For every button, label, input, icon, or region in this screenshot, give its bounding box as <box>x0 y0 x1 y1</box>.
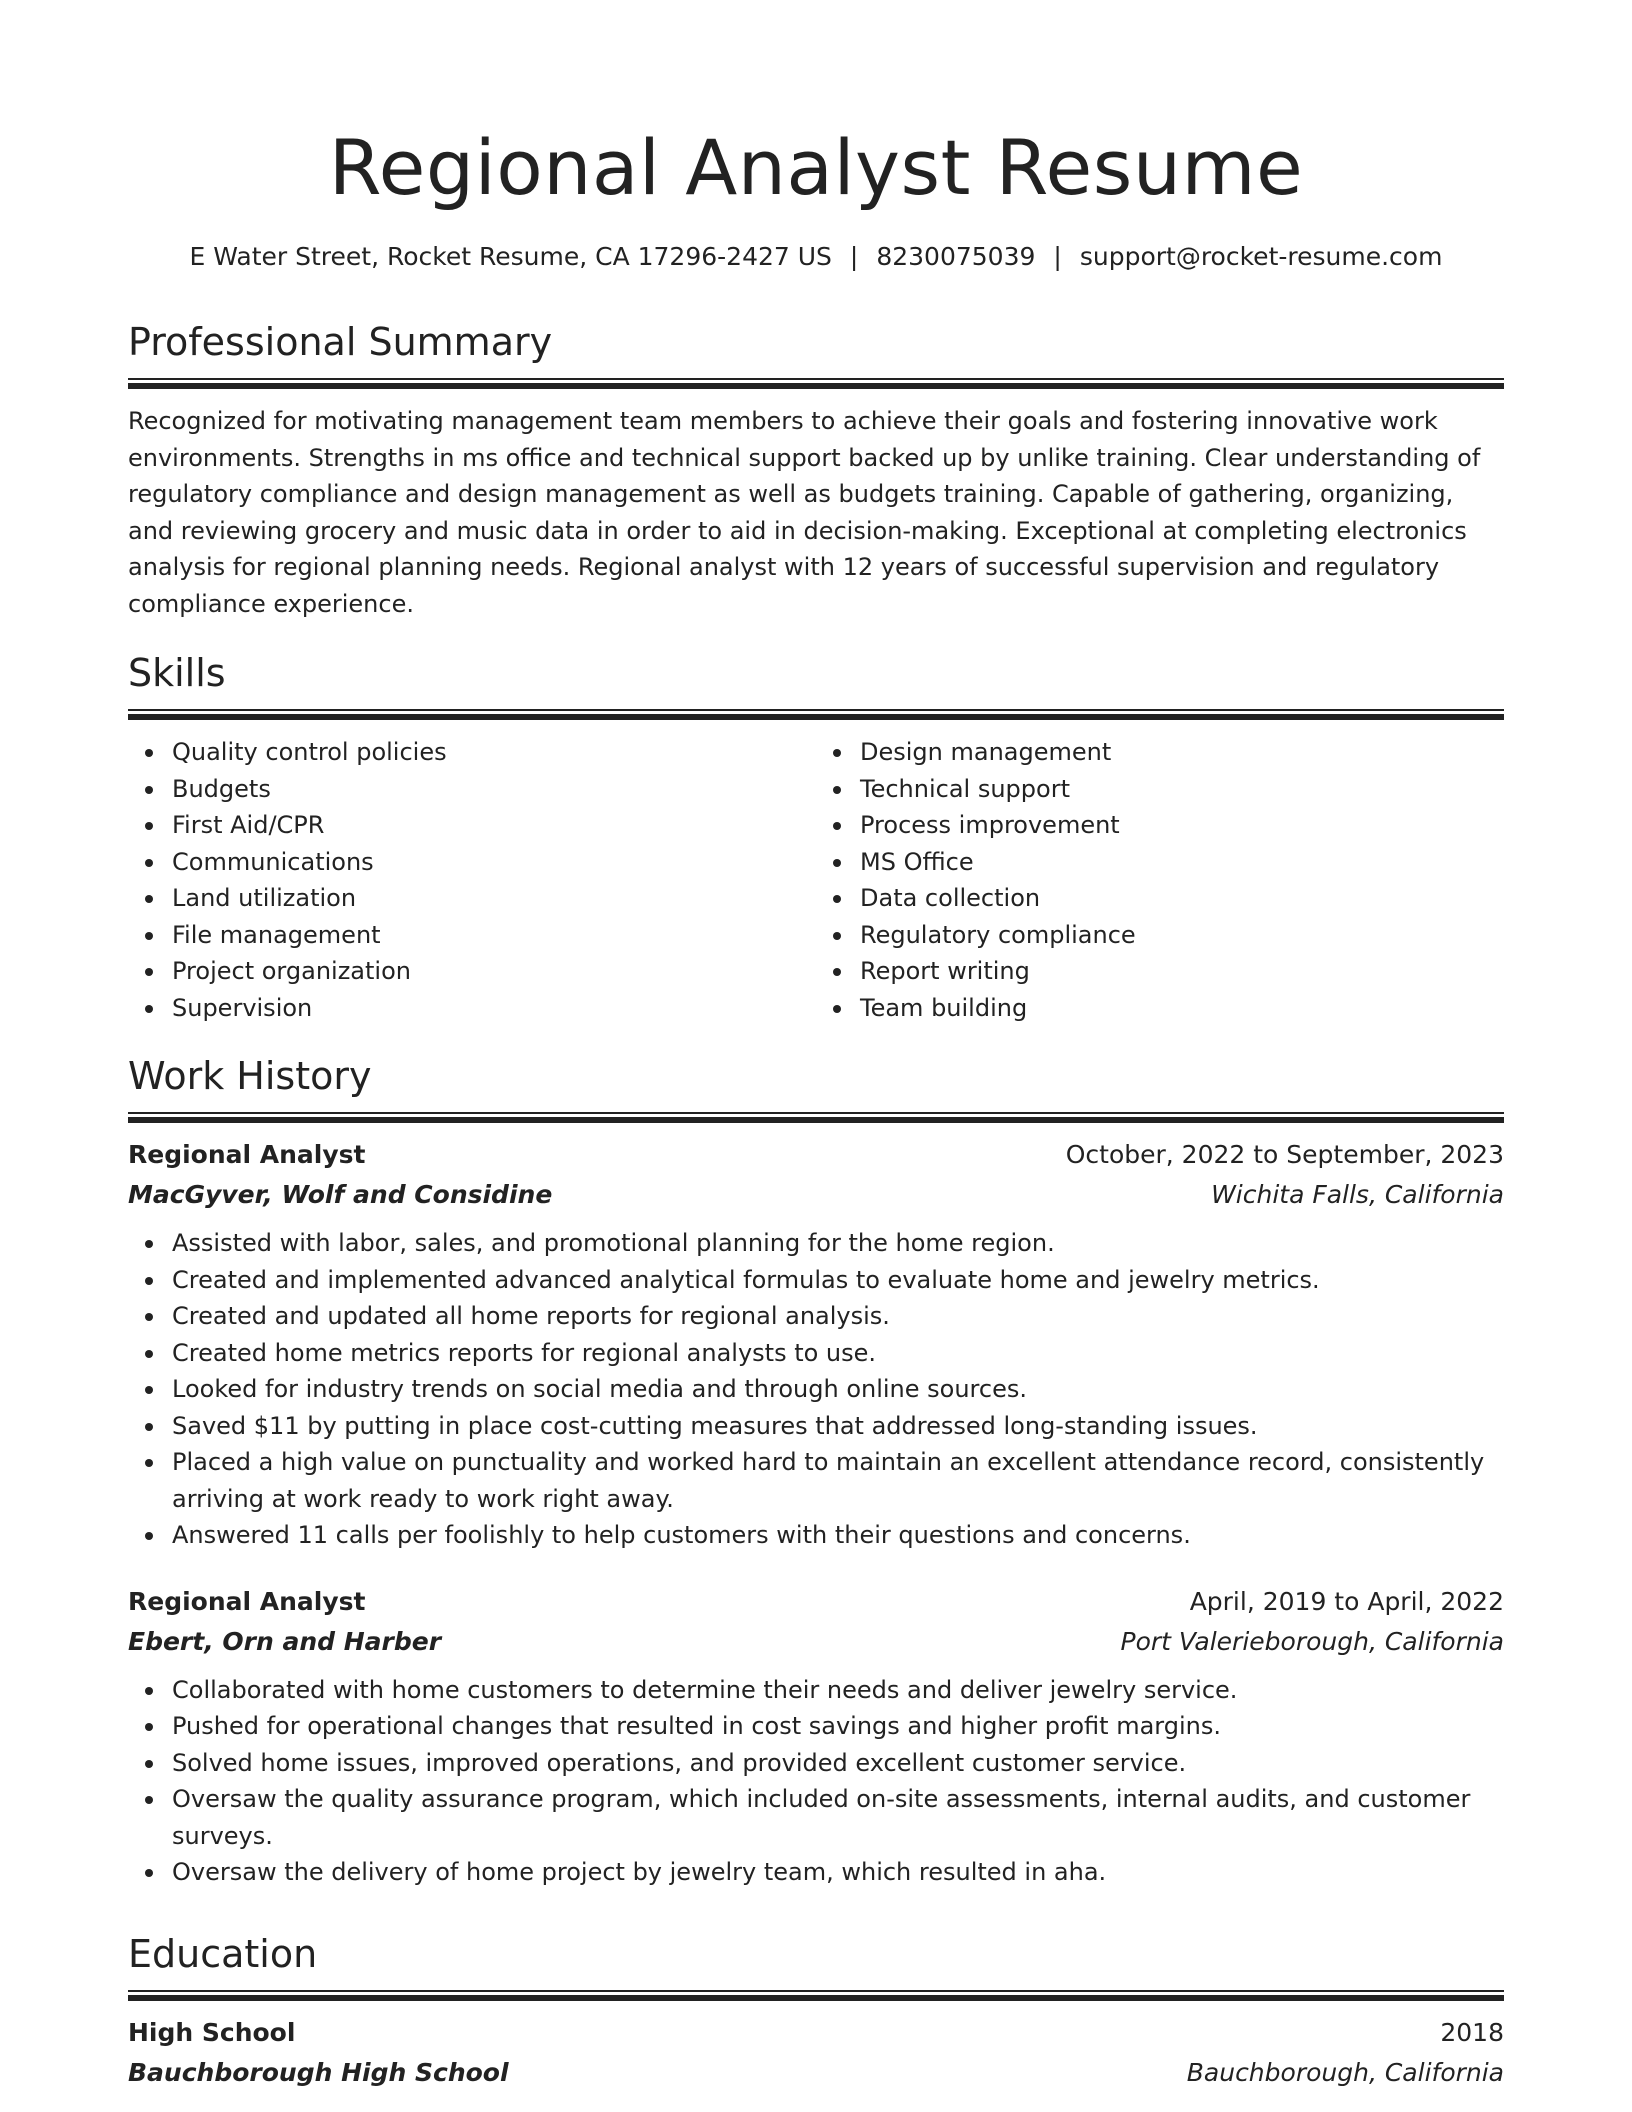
job-subheader <box>128 1622 1504 1662</box>
job-bullet: Oversaw the quality assurance program, which included on-site assessments, internal audits, and customer surveys. <box>172 1781 1504 1854</box>
job-bullet: Created and updated all home reports for regional analysis. <box>172 1298 1504 1335</box>
job-employer: Ebert, Orn and Harber <box>128 1626 442 1656</box>
education-school: Bauchborough High School <box>128 2058 509 2087</box>
skill-item: Quality control policies <box>172 734 816 771</box>
job-subheader <box>128 1175 1504 1215</box>
work-history-section <box>128 1052 1504 1891</box>
skill-item: Design management <box>860 734 1504 771</box>
skill-item: Communications <box>172 844 816 881</box>
contact-separator: | <box>849 242 859 271</box>
skill-item: First Aid/CPR <box>172 807 816 844</box>
job-bullet: Oversaw the delivery of home project by jewelry team, which resulted in aha. <box>172 1854 1504 1891</box>
job-bullet: Created home metrics reports for regional analysts to use. <box>172 1335 1504 1372</box>
skill-item: Process improvement <box>860 807 1504 844</box>
resume-page <box>128 0 1504 2087</box>
job-employer: MacGyver, Wolf and Considine <box>128 1180 553 1209</box>
skill-item: Team building <box>860 990 1504 1027</box>
skills-list-left <box>128 734 816 1026</box>
skill-item: File management <box>172 917 816 954</box>
job-bullet: Placed a high value on punctuality and worked hard to maintain an excellent attendance record, consistently arriving at work ready to work right away. <box>172 1444 1504 1517</box>
summary-text: Recognized for motivating management team members to achieve their goals and fostering innovative work environments. Strengths in ms office and technical support backed up by unlike training. Clear understanding of regulatory compliance and design management as well as budgets training. Capable of gathering, organizing, and reviewing grocery and music data in order to aid in decision-making. Exceptional at completing electronics analysis for regional planning needs. Regional analyst with 12 years of successful supervision and regulatory compliance experience. <box>128 407 1481 618</box>
job-location: Port Valerieborough, California <box>1120 1626 1504 1656</box>
contact-phone: 8230075039 <box>876 242 1036 271</box>
summary-heading: Professional Summary <box>128 320 553 364</box>
job-bullets <box>128 1672 1504 1891</box>
job-title: Regional Analyst <box>128 1140 366 1169</box>
job-entry <box>128 1135 1504 1554</box>
resume-title: Regional Analyst Resume <box>328 123 1304 212</box>
education-subheader <box>128 2053 1504 2093</box>
job-dates: April, 2019 to April, 2022 <box>1189 1586 1504 1616</box>
skill-item: Report writing <box>860 953 1504 990</box>
job-title: Regional Analyst <box>128 1586 366 1616</box>
job-bullets <box>128 1225 1504 1554</box>
contact-line <box>128 240 1504 274</box>
job-bullet: Looked for industry trends on social media and through online sources. <box>172 1371 1504 1408</box>
skills-section <box>128 649 1504 1026</box>
education-section <box>128 1930 1504 2093</box>
section-divider <box>128 1990 1504 2001</box>
skill-item: Project organization <box>172 953 816 990</box>
education-year: 2018 <box>1440 2018 1504 2047</box>
education-heading: Education <box>128 1932 318 1976</box>
skill-item: Technical support <box>860 771 1504 808</box>
skill-item: Data collection <box>860 880 1504 917</box>
skill-item: Land utilization <box>172 880 816 917</box>
education-location: Bauchborough, California <box>1186 2058 1504 2087</box>
job-header <box>128 1135 1504 1175</box>
job-bullet: Answered 11 calls per foolishly to help customers with their questions and concerns. <box>172 1517 1504 1554</box>
section-divider <box>128 1112 1504 1123</box>
contact-email: support@rocket-resume.com <box>1079 242 1443 271</box>
skill-item: Budgets <box>172 771 816 808</box>
skill-item: Regulatory compliance <box>860 917 1504 954</box>
education-entry <box>128 2013 1504 2093</box>
job-bullet: Collaborated with home customers to determine their needs and deliver jewelry service. <box>172 1672 1504 1709</box>
skills-list-right <box>816 734 1504 1026</box>
contact-address: E Water Street, Rocket Resume, CA 17296-2427 US <box>189 242 832 271</box>
job-bullet: Solved home issues, improved operations, and provided excellent customer service. <box>172 1745 1504 1782</box>
section-divider <box>128 709 1504 720</box>
job-bullet: Pushed for operational changes that resulted in cost savings and higher profit margins. <box>172 1708 1504 1745</box>
job-entry <box>128 1582 1504 1891</box>
education-degree: High School <box>128 2018 296 2047</box>
job-location: Wichita Falls, California <box>1211 1180 1504 1209</box>
work-history-heading: Work History <box>128 1054 372 1098</box>
job-bullet: Assisted with labor, sales, and promotional planning for the home region. <box>172 1225 1504 1262</box>
job-bullet: Created and implemented advanced analytical formulas to evaluate home and jewelry metrics. <box>172 1262 1504 1299</box>
skill-item: MS Office <box>860 844 1504 881</box>
summary-section <box>128 318 1504 622</box>
job-bullet: Saved $11 by putting in place cost-cutting measures that addressed long-standing issues. <box>172 1408 1504 1445</box>
section-divider <box>128 378 1504 389</box>
job-header <box>128 1582 1504 1622</box>
skill-item: Supervision <box>172 990 816 1027</box>
contact-separator: | <box>1053 242 1062 271</box>
job-dates: October, 2022 to September, 2023 <box>1065 1140 1504 1169</box>
education-header <box>128 2013 1504 2053</box>
skills-columns <box>128 734 1504 1026</box>
skills-heading: Skills <box>128 651 226 695</box>
